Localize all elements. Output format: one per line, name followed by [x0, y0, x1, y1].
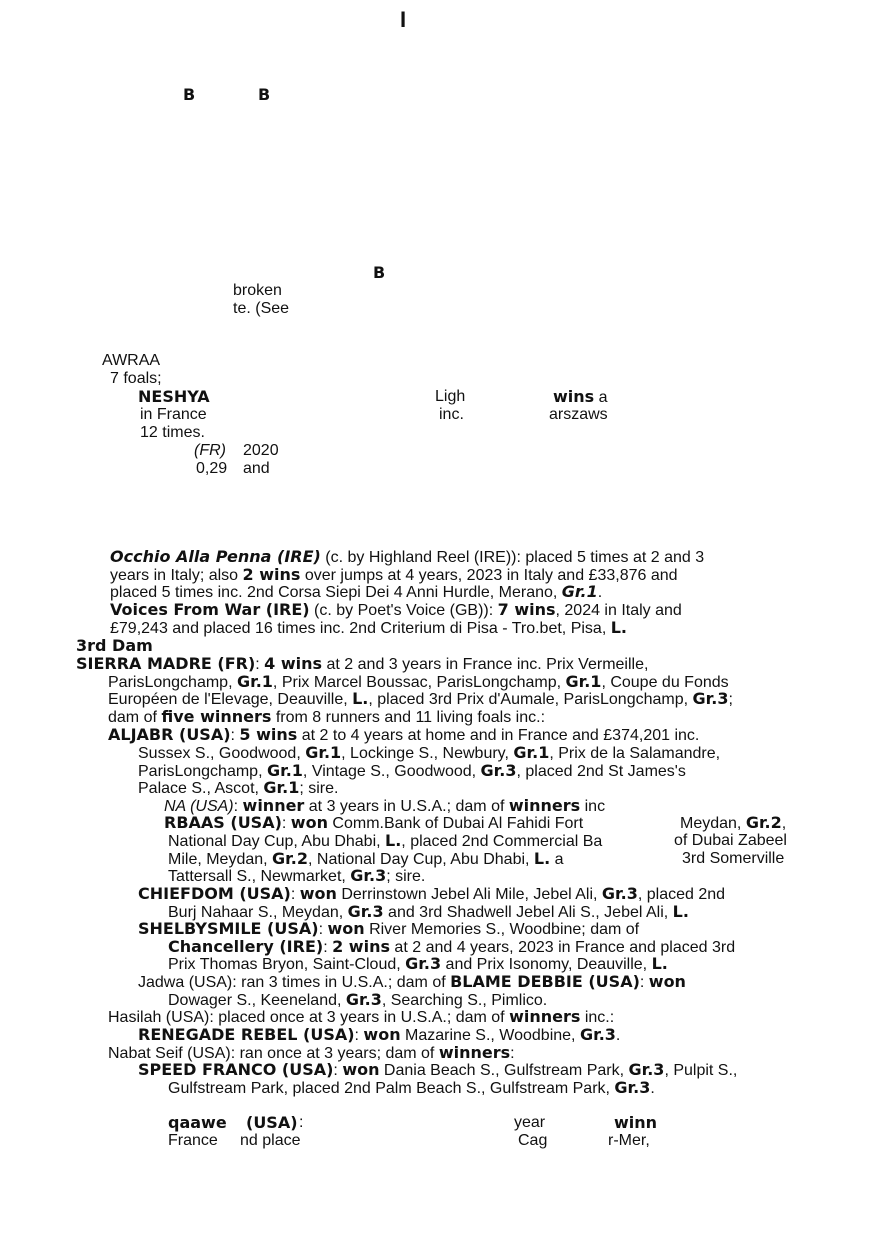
- text: at 2 to 4 years at home and in France and £374,201 inc.: [297, 727, 700, 744]
- grade-bold: Gr.3: [405, 954, 442, 973]
- text: , placed 2nd: [637, 886, 726, 903]
- aljabr-line-1: [108, 726, 699, 744]
- wins-bold: 2 wins: [332, 937, 390, 956]
- text: .: [650, 1080, 655, 1097]
- fragment-and: and: [243, 460, 270, 477]
- wins-bold: 2 wins: [242, 565, 301, 584]
- text: :: [318, 921, 328, 938]
- sierra-line-2: [108, 673, 729, 691]
- horse-name-rbaas: RBAAS (USA): [164, 813, 282, 832]
- text: a: [550, 851, 564, 868]
- text: and Prix Isonomy, Deauville,: [441, 956, 652, 973]
- text: from 8 runners and 11 living foals inc.:: [271, 709, 546, 726]
- grade-bold: Gr.1: [263, 778, 300, 797]
- aljabr-line-3: [138, 762, 686, 780]
- text: Mazarine S., Woodbine,: [400, 1027, 580, 1044]
- fragment-broken: broken: [233, 282, 282, 299]
- wins-bold: 4 wins: [264, 654, 323, 673]
- grade-bold: L.: [672, 902, 689, 921]
- text: :: [233, 798, 243, 815]
- grade-bold: L.: [352, 689, 369, 708]
- text: Prix Thomas Bryon, Saint-Cloud,: [168, 956, 406, 973]
- text: .: [615, 1027, 621, 1044]
- won-bold: won: [363, 1025, 401, 1044]
- text: Hasilah (USA): placed once at 3 years in U.S.A.; dam of: [108, 1009, 510, 1026]
- grade-bold: Gr.1: [305, 743, 342, 762]
- fragment-ligh: Ligh: [435, 388, 466, 405]
- grade-bold: Gr.2: [272, 849, 308, 868]
- fragment-foals: 7 foals;: [110, 370, 162, 387]
- text: , Coupe du Fonds: [601, 674, 729, 691]
- fragment-nd-place: nd place: [240, 1132, 301, 1149]
- horse-name-aljabr: ALJABR (USA): [108, 725, 231, 744]
- grade-bold: Gr.3: [579, 1025, 616, 1044]
- text: , National Day Cup, Abu Dhabi,: [308, 851, 534, 868]
- winners-bold: winners: [508, 796, 581, 815]
- text: :: [639, 974, 649, 991]
- sierra-line-4: [108, 708, 545, 726]
- fragment-qaawe-usa: (USA): [246, 1113, 298, 1132]
- grade-bold: Gr.1: [513, 743, 550, 762]
- horse-name-na: NA (USA): [164, 798, 234, 815]
- grade-bold: L.: [385, 831, 402, 850]
- fragment-qaawe-colon: :: [299, 1114, 304, 1131]
- rbaas-line-2: [168, 832, 602, 850]
- chiefdom-line-1: [138, 885, 725, 903]
- grade-bold: Gr.3: [614, 1078, 651, 1097]
- text: at 3 years in U.S.A.; dam of: [304, 798, 509, 815]
- text: :: [510, 1045, 515, 1062]
- grade-bold: Gr.2: [745, 813, 782, 832]
- horse-name-occhio: Occhio Alla Penna (IRE): [110, 547, 321, 566]
- text: and 3rd Shadwell Jebel Ali S., Jebel Ali,: [383, 904, 673, 921]
- text: Palace S., Ascot,: [138, 780, 264, 797]
- text: placed 5 times inc. 2nd Corsa Siepi Dei 4 Anni Hurdle, Merano,: [110, 584, 562, 601]
- text: Nabat Seif (USA): ran once at 3 years; dam of: [108, 1045, 439, 1062]
- voices-line-2: [110, 619, 627, 637]
- text: (c. by Poet's Voice (GB)):: [309, 602, 498, 619]
- fragment-france: France: [168, 1132, 218, 1149]
- text: Comm.Bank of Dubai Al Fahidi Fort: [327, 815, 584, 832]
- won-bold: won: [290, 813, 328, 832]
- horse-name-blame-debbie: BLAME DEBBIE (USA): [450, 972, 640, 991]
- text: over jumps at 4 years, 2023 in Italy and £33,876 and: [300, 567, 678, 584]
- text: :: [333, 1062, 343, 1079]
- text: :: [290, 886, 300, 903]
- top-mark: I: [400, 7, 407, 32]
- grade-bold: Gr.3: [628, 1060, 665, 1079]
- horse-name-renegade-rebel: RENEGADE REBEL (USA): [138, 1025, 355, 1044]
- fragment-in-france: in France: [140, 406, 207, 423]
- text: inc: [580, 798, 606, 815]
- fragment-wins-tail: a: [594, 389, 608, 406]
- fragment-qaawe: qaawe: [168, 1113, 227, 1132]
- text: :: [230, 727, 240, 744]
- grade-bold: L.: [610, 618, 627, 637]
- text: Sussex S., Goodwood,: [138, 745, 306, 762]
- text: ; sire.: [299, 780, 339, 797]
- horse-name-voices: Voices From War (IRE): [110, 600, 310, 619]
- fragment-wins-bold: wins: [553, 387, 595, 406]
- text: , Pulpit S.,: [664, 1062, 738, 1079]
- text: , Prix Marcel Boussac, ParisLongchamp,: [272, 674, 566, 691]
- shelby-line-3: [168, 955, 668, 973]
- text: ParisLongchamp,: [138, 763, 267, 780]
- fragment-neshya: NESHYA: [138, 387, 210, 406]
- grade-bold: Gr.1: [236, 672, 273, 691]
- fragment-winn: winn: [614, 1113, 658, 1132]
- renegade-line: [138, 1026, 620, 1044]
- text: Derrinstown Jebel Ali Mile, Jebel Ali,: [336, 886, 602, 903]
- won-bold: won: [342, 1060, 380, 1079]
- fragment-b-2: B: [258, 85, 271, 104]
- text: National Day Cup, Abu Dhabi,: [168, 833, 386, 850]
- text: :: [354, 1027, 364, 1044]
- text: ;: [728, 691, 733, 708]
- text: Européen de l'Elevage, Deauville,: [108, 691, 353, 708]
- text: at 2 and 3 years in France inc. Prix Vermeille,: [322, 656, 649, 673]
- fragment-2020: 2020: [243, 442, 279, 459]
- rbaas-line-4: [168, 867, 425, 885]
- rbaas-line-2-right: of Dubai Zabeel: [674, 832, 787, 849]
- fragment-wins: [553, 388, 608, 407]
- text: Mile, Meydan,: [168, 851, 273, 868]
- won-bold: won: [648, 972, 686, 991]
- won-bold: won: [299, 884, 337, 903]
- text: , Prix de la Salamandre,: [549, 745, 721, 762]
- text: Dowager S., Keeneland,: [168, 992, 346, 1009]
- grade-bold: Gr.3: [350, 866, 387, 885]
- grade-bold: Gr.1: [266, 761, 303, 780]
- fragment-see: te. (See: [233, 300, 290, 317]
- text: Jadwa (USA): ran 3 times in U.S.A.; dam of: [138, 974, 451, 991]
- fragment-12-times: 12 times.: [140, 424, 205, 441]
- grade-bold: Gr.3: [347, 902, 384, 921]
- winners-bold: winners: [509, 1007, 581, 1026]
- jadwa-line-1: [138, 973, 686, 991]
- hasilah-line: [108, 1008, 614, 1026]
- horse-name-sierra: SIERRA MADRE (FR): [76, 654, 256, 673]
- winners-bold: five winners: [161, 707, 272, 726]
- text: inc.:: [580, 1009, 615, 1026]
- text: :: [323, 939, 333, 956]
- text: , Searching S., Pimlico.: [381, 992, 548, 1009]
- rbaas-line-1-right: [680, 814, 786, 832]
- fragment-b-1: B: [183, 85, 196, 104]
- text: ParisLongchamp,: [108, 674, 237, 691]
- text: .: [597, 584, 603, 601]
- fragment-029: 0,29: [196, 460, 228, 477]
- text: years in Italy; also: [110, 567, 243, 584]
- fragment-b-3: B: [373, 263, 386, 282]
- text: Burj Nahaar S., Meydan,: [168, 904, 348, 921]
- grade-bold: Gr.3: [480, 761, 517, 780]
- text: :: [255, 656, 265, 673]
- horse-name-chiefdom: CHIEFDOM (USA): [138, 884, 291, 903]
- text: dam of: [108, 709, 162, 726]
- horse-name-shelbysmile: SHELBYSMILE (USA): [138, 919, 319, 938]
- text: ; sire.: [386, 868, 426, 885]
- grade-bold: Gr.1: [561, 582, 598, 601]
- fragment-awraa: AWRAA: [102, 352, 161, 369]
- speed-line-1: [138, 1061, 737, 1079]
- sierra-line-3: [108, 690, 733, 708]
- aljabr-line-4: [138, 779, 338, 797]
- grade-bold: L.: [533, 849, 551, 868]
- text: , placed 2nd Commercial Ba: [401, 833, 603, 850]
- sierra-line-1: [76, 655, 648, 673]
- occhio-line-3: [110, 583, 602, 601]
- text: River Memories S., Woodbine; dam of: [364, 921, 640, 938]
- text: Dania Beach S., Gulfstream Park,: [379, 1062, 629, 1079]
- text: , 2024 in Italy and: [555, 602, 682, 619]
- text: Tattersall S., Newmarket,: [168, 868, 351, 885]
- rbaas-line-1: [164, 814, 583, 832]
- fragment-arszaws: arszaws: [549, 406, 608, 423]
- text: , placed 3rd Prix d'Aumale, ParisLongchamp,: [368, 691, 693, 708]
- fragment-cag: Cag: [518, 1132, 548, 1149]
- grade-bold: L.: [651, 954, 668, 973]
- fragment-r-mer: r-Mer,: [608, 1132, 650, 1149]
- aljabr-line-2: [138, 744, 720, 762]
- horse-name-speed-franco: SPEED FRANCO (USA): [138, 1060, 334, 1079]
- text: , Lockinge S., Newbury,: [341, 745, 514, 762]
- grade-bold: Gr.3: [601, 884, 638, 903]
- text: Meydan,: [680, 815, 746, 832]
- horse-name-chancellery: Chancellery (IRE): [168, 937, 324, 956]
- jadwa-line-2: [168, 991, 547, 1009]
- text: :: [281, 815, 291, 832]
- text: , Vintage S., Goodwood,: [302, 763, 481, 780]
- occhio-line-1: [110, 548, 704, 566]
- voices-line-1: [110, 601, 682, 619]
- shelby-line-2: [168, 938, 735, 956]
- section-heading-3rd-dam: 3rd Dam: [76, 636, 153, 655]
- text: (c. by Highland Reel (IRE)): placed 5 times at 2 and 3: [320, 549, 705, 566]
- grade-bold: Gr.1: [565, 672, 602, 691]
- wins-bold: 7 wins: [497, 600, 556, 619]
- rbaas-line-3-right: 3rd Somerville: [682, 850, 785, 867]
- winners-bold: winners: [438, 1043, 511, 1062]
- fragment-year: year: [514, 1114, 546, 1131]
- fragment-inc: inc.: [439, 406, 464, 423]
- speed-line-2: [168, 1079, 655, 1097]
- text: ,: [781, 815, 787, 832]
- winner-bold: winner: [242, 796, 305, 815]
- shelby-line-1: [138, 920, 639, 938]
- text: £79,243 and placed 16 times inc. 2nd Criterium di Pisa - Tro.bet, Pisa,: [110, 620, 611, 637]
- grade-bold: Gr.3: [345, 990, 382, 1009]
- grade-bold: Gr.3: [692, 689, 729, 708]
- text: Gulfstream Park, placed 2nd Palm Beach S., Gulfstream Park,: [168, 1080, 615, 1097]
- wins-bold: 5 wins: [239, 725, 298, 744]
- won-bold: won: [327, 919, 365, 938]
- text: , placed 2nd St James's: [516, 763, 686, 780]
- fragment-fr: (FR): [194, 442, 226, 459]
- text: at 2 and 4 years, 2023 in France and placed 3rd: [389, 939, 736, 956]
